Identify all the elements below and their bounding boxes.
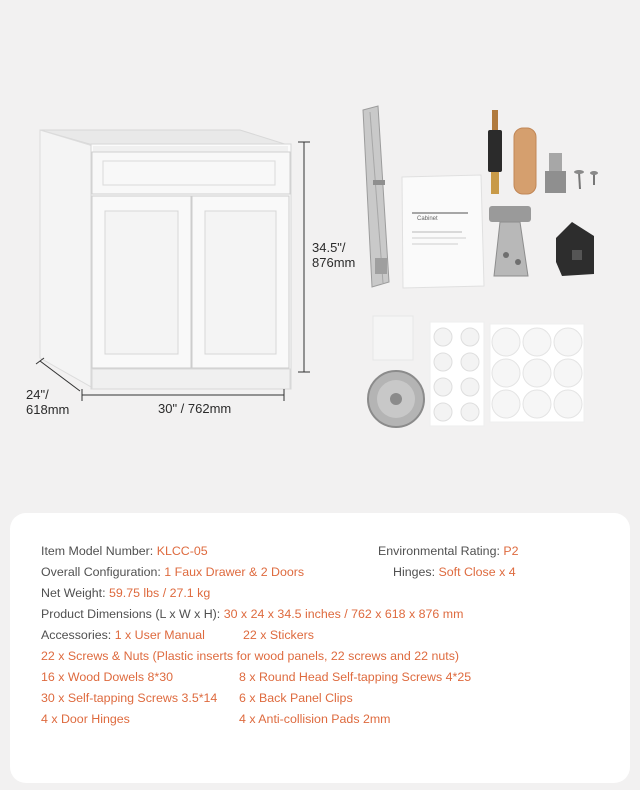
accessory-back-panel-clips: 6 x Back Panel Clips [239,691,353,705]
wood-dowel-icon [514,128,536,194]
anti-collision-pads-sheet-icon [430,322,484,426]
width-dimension-label: 30" / 762mm [158,401,232,416]
accessory-stickers: 22 x Stickers [243,628,314,642]
accessory-screws-nuts: 22 x Screws & Nuts (Plastic inserts for wood panels, 22 screws and 22 nuts) [41,649,460,663]
accessory-round-head-screws: 8 x Round Head Self-tapping Screws 4*25 [239,670,472,684]
product-dimensions-value: 30 x 24 x 34.5 inches / 762 x 618 x 876 mm [223,607,464,621]
cam-bolt-icon [488,110,502,194]
metal-insert-icon [545,153,566,193]
model-value: KLCC-05 [156,544,208,558]
environmental-rating-row [378,544,519,559]
user-manual-icon [402,175,484,288]
weight-value: 59.75 lbs / 27.1 kg [108,586,211,600]
accessory-user-manual: 1 x User Manual [114,628,205,642]
specifications-card [10,513,630,783]
model-row [41,544,208,559]
drawer-slide-rail-icon [363,106,389,287]
product-dimensions-label: Product Dimensions (L x W x H): [41,607,221,621]
depth-inch-label: 24"/ [26,387,49,402]
accessories-label: Accessories: [41,628,112,642]
manual-title: Cabinet [417,216,438,222]
accessory-wood-dowels: 16 x Wood Dowels 8*30 [41,670,174,684]
height-mm-label: 876mm [312,255,356,270]
configuration-row [41,565,304,580]
height-inch-label: 34.5"/ [312,240,346,255]
model-label: Item Model Number: [41,544,154,558]
configuration-label: Overall Configuration: [41,565,161,579]
weight-row [41,586,210,601]
accessory-anti-collision-pads: 4 x Anti-collision Pads 2mm [239,712,391,726]
accessories-row [41,628,205,643]
gear-washer-icon [368,371,424,427]
accessory-door-hinges: 4 x Door Hinges [41,712,130,726]
hinges-row [393,565,516,580]
environmental-rating-label: Environmental Rating: [378,544,500,558]
hinges-value: Soft Close x 4 [438,565,516,579]
configuration-value: 1 Faux Drawer & 2 Doors [164,565,305,579]
weight-label: Net Weight: [41,586,106,600]
back-panel-clip-icon [556,222,594,276]
accessory-self-tapping-screws: 30 x Self-tapping Screws 3.5*14 [41,691,218,705]
screw-icon [574,170,598,189]
stickers-bag-icon [373,316,413,360]
hinge-icon [489,206,531,276]
large-pads-sheet-icon [490,324,584,422]
environmental-rating-value: P2 [503,544,519,558]
product-dimensions-row [41,607,463,622]
hinges-label: Hinges: [393,565,436,579]
depth-mm-label: 618mm [26,402,70,417]
